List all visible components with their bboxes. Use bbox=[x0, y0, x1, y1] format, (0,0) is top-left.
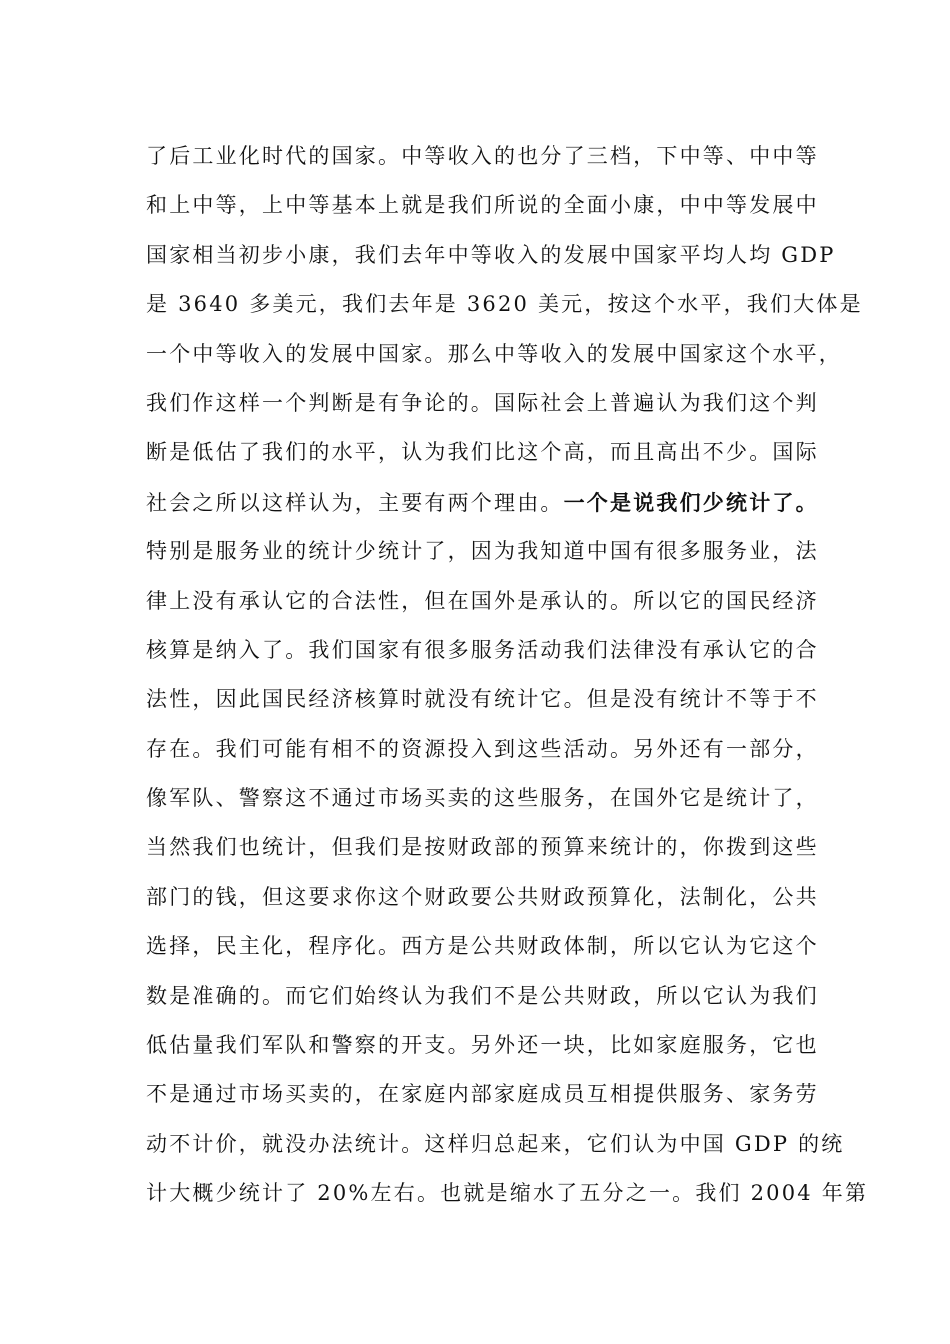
text-line bbox=[146, 280, 863, 329]
text-run: 动不计价，就没办法统计。这样归总起来，它们认为中国 GDP 的统 bbox=[146, 1131, 845, 1156]
text-run: 不是通过市场买卖的，在家庭内部家庭成员互相提供服务、家务劳 bbox=[146, 1082, 819, 1107]
text-run: 存在。我们可能有相不的资源投入到这些活动。另外还有一部分， bbox=[146, 736, 819, 761]
text-run: 律上没有承认它的合法性，但在国外是承认的。所以它的国民经济 bbox=[146, 588, 819, 613]
text-line bbox=[146, 1169, 869, 1218]
text-line bbox=[146, 873, 819, 922]
text-line bbox=[146, 330, 842, 379]
bold-text-run: 一个是说我们少统计了。 bbox=[563, 489, 819, 515]
text-line bbox=[146, 132, 819, 181]
text-line bbox=[146, 181, 819, 230]
text-run: 一个中等收入的发展中国家。那么中等收入的发展中国家这个水平， bbox=[146, 341, 842, 366]
text-run: 断是低估了我们的水平，认为我们比这个高，而且高出不少。国际 bbox=[146, 440, 819, 465]
text-run: 计大概少统计了 20%左右。也就是缩水了五分之一。我们 2004 年第 bbox=[146, 1181, 869, 1206]
text-run: 特别是服务业的统计少统计了，因为我知道中国有很多服务业，法 bbox=[146, 539, 819, 564]
text-line bbox=[146, 972, 819, 1021]
text-line bbox=[146, 626, 819, 675]
text-line bbox=[146, 379, 819, 428]
text-run: 了后工业化时代的国家。中等收入的也分了三档，下中等、中中等 bbox=[146, 144, 819, 168]
text-run: 部门的钱，但这要求你这个财政要公共财政预算化，法制化，公共 bbox=[146, 884, 819, 909]
text-line bbox=[146, 1070, 819, 1119]
text-line bbox=[146, 527, 819, 576]
text-line bbox=[146, 577, 819, 626]
text-line bbox=[146, 428, 819, 477]
text-run: 我们作这样一个判断是有争论的。国际社会上普遍认为我们这个判 bbox=[146, 390, 819, 415]
text-run: 法性，因此国民经济核算时就没有统计它。但是没有统计不等于不 bbox=[146, 687, 819, 712]
text-line bbox=[146, 1120, 845, 1169]
text-run: 当然我们也统计，但我们是按财政部的预算来统计的，你拨到这些 bbox=[146, 835, 819, 860]
text-line bbox=[146, 1021, 819, 1070]
text-run: 和上中等，上中等基本上就是我们所说的全面小康，中中等发展中 bbox=[146, 193, 819, 218]
text-line bbox=[146, 478, 819, 527]
text-run: 低估量我们军队和警察的开支。另外还一块，比如家庭服务，它也 bbox=[146, 1033, 819, 1058]
text-run: 数是准确的。而它们始终认为我们不是公共财政，所以它认为我们 bbox=[146, 983, 819, 1008]
text-line bbox=[146, 725, 819, 774]
text-run: 是 3640 多美元，我们去年是 3620 美元，按这个水平，我们大体是 bbox=[146, 292, 863, 317]
text-run: 核算是纳入了。我们国家有很多服务活动我们法律没有承认它的合 bbox=[146, 637, 819, 662]
body-text bbox=[146, 132, 869, 1219]
text-line bbox=[146, 823, 819, 872]
text-line bbox=[146, 774, 819, 823]
text-run: 国家相当初步小康，我们去年中等收入的发展中国家平均人均 GDP bbox=[146, 242, 836, 267]
text-run: 社会之所以这样认为，主要有两个理由。 bbox=[146, 490, 564, 515]
text-run: 选择，民主化，程序化。西方是公共财政体制，所以它认为它这个 bbox=[146, 934, 819, 959]
text-line bbox=[146, 922, 819, 971]
text-line bbox=[146, 231, 836, 280]
text-line bbox=[146, 675, 819, 724]
text-run: 像军队、警察这不通过市场买卖的这些服务，在国外它是统计了， bbox=[146, 786, 819, 811]
